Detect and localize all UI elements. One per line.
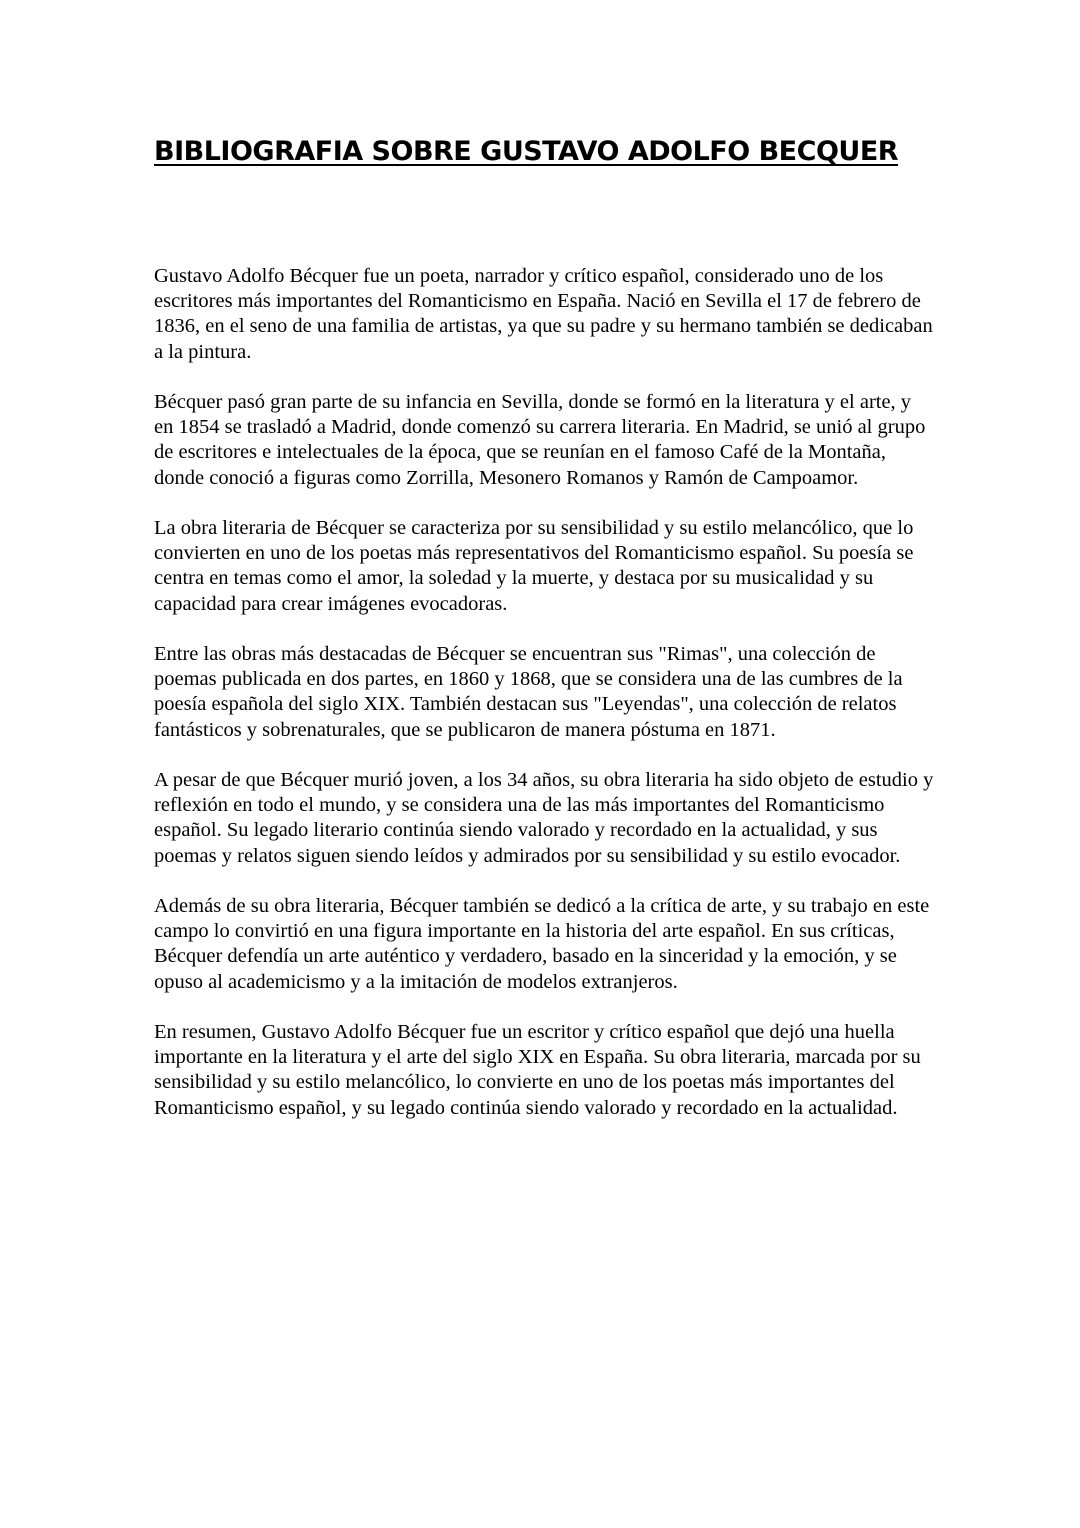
document-body (154, 264, 934, 1146)
document-title: BIBLIOGRAFIA SOBRE GUSTAVO ADOLFO BECQUER (154, 136, 899, 167)
paragraph-art-criticism: Además de su obra literaria, Bécquer también se dedicó a la crítica de arte, y su trabajo en este campo lo convirtió en una figura importante en la historia del arte español. En sus críticas, Bécquer defendía un arte auténtico y verdadero, basado en la sinceridad y la emoción, y se opuso al academicismo y a la imitación de modelos extranjeros. (154, 895, 930, 993)
paragraph-style: La obra literaria de Bécquer se caracteriza por su sensibilidad y su estilo melancólico, que lo convierten en uno de los poetas más representativos del Romanticismo español. Su poesía se centra en temas como el amor, la soledad y la muerte, y destaca por su musicalidad y su capacidad para crear imágenes evocadoras. (154, 517, 914, 615)
paragraph-madrid: Bécquer pasó gran parte de su infancia en Sevilla, donde se formó en la literatura y el arte, y en 1854 se trasladó a Madrid, donde comenzó su carrera literaria. En Madrid, se unió al grupo de escritores e intelectuales de la época, que se reunían en el famoso Café de la Montaña, donde conoció a figuras como Zorrilla, Mesonero Romanos y Ramón de Campoamor. (154, 391, 926, 489)
paragraph-works: Entre las obras más destacadas de Bécquer se encuentran sus "Rimas", una colección de poemas publicada en dos partes, en 1860 y 1868, que se considera una de las cumbres de la poesía española del siglo XIX. También destacan sus "Leyendas", una colección de relatos fantásticos y sobrenaturales, que se publicaron de manera póstuma en 1871. (154, 643, 903, 741)
paragraph-intro: Gustavo Adolfo Bécquer fue un poeta, narrador y crítico español, considerado uno de los escritores más importantes del Romanticismo en España. Nació en Sevilla el 17 de febrero de 1836, en el seno de una familia de artistas, ya que su padre y su hermano también se dedicaban a la pintura. (154, 265, 933, 363)
paragraph-legacy: A pesar de que Bécquer murió joven, a los 34 años, su obra literaria ha sido objeto de estudio y reflexión en todo el mundo, y se considera una de las más importantes del Romanticismo español. Su legado literario continúa siendo valorado y recordado en la actualidad, y sus poemas y relatos siguen siendo leídos y admirados por su sensibilidad y su estilo evocador. (154, 769, 934, 867)
paragraph-summary: En resumen, Gustavo Adolfo Bécquer fue un escritor y crítico español que dejó una huella importante en la literatura y el arte del siglo XIX en España. Su obra literaria, marcada por su sensibilidad y su estilo melancólico, lo convierte en uno de los poetas más importantes del Romanticismo español, y su legado continúa siendo valorado y recordado en la actualidad. (154, 1021, 921, 1119)
